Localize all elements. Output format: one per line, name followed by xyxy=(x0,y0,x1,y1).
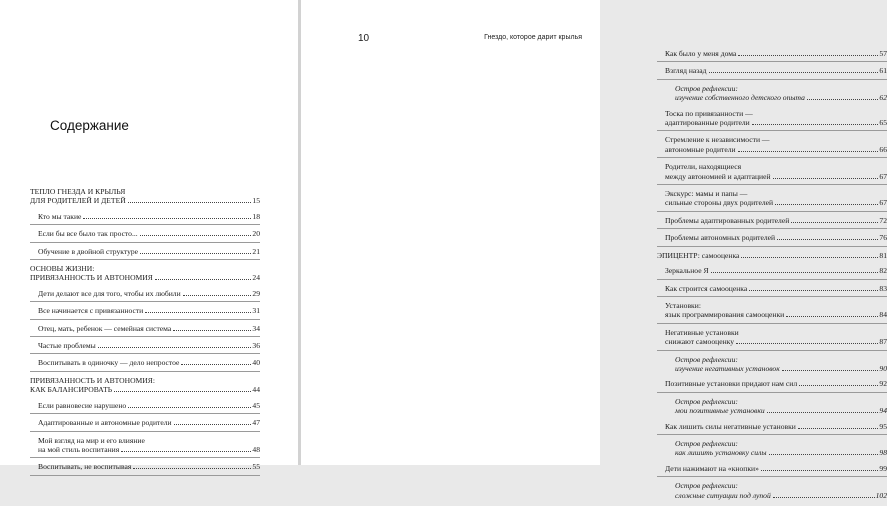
toc-entry-title: Дети делают все для того, чтобы их любили xyxy=(38,288,181,298)
toc-entry xyxy=(30,264,260,283)
toc-page-number: 102 xyxy=(875,490,887,500)
toc-entry-title: Если равновесие нарушено xyxy=(38,400,127,410)
toc-entry xyxy=(30,436,260,459)
toc-entry-title-line: Мой взгляд на мир и его влияние xyxy=(38,435,145,445)
toc-entry-line xyxy=(38,289,260,298)
toc-entry-title-line: Установки: xyxy=(665,300,701,310)
running-head: Гнездо, которое дарит крылья xyxy=(484,34,582,41)
dot-leader xyxy=(741,257,878,258)
toc-entry-title-line: Остров рефлексии: xyxy=(675,83,738,93)
page-number: 10 xyxy=(358,33,370,44)
toc-entry-line xyxy=(665,66,887,75)
toc-entry-title: Проблемы адаптированных родителей xyxy=(665,215,790,225)
toc-entry-title: ЭПИЦЕНТР: самооценка xyxy=(657,250,740,260)
dot-leader xyxy=(181,364,251,365)
toc-page-number: 92 xyxy=(879,379,887,389)
dot-leader xyxy=(767,412,879,413)
left-toc xyxy=(30,183,260,480)
dot-leader xyxy=(738,55,878,56)
toc-entry-title-line: Остров рефлексии: xyxy=(675,481,738,491)
dot-leader xyxy=(736,343,878,344)
right-toc xyxy=(657,49,887,506)
toc-entry-line xyxy=(665,337,887,346)
toc-page-number: 76 xyxy=(879,233,887,243)
dot-leader xyxy=(183,295,252,296)
dot-leader xyxy=(140,253,251,254)
toc-title: Содержание xyxy=(50,118,129,133)
toc-page-number: 66 xyxy=(879,144,887,154)
left-page xyxy=(0,0,298,472)
toc-entry xyxy=(657,301,887,324)
toc-entry-line xyxy=(30,196,260,205)
toc-entry-title-line: Негативные установки xyxy=(665,327,739,337)
toc-entry-line xyxy=(38,418,260,427)
toc-page-number: 81 xyxy=(879,250,887,260)
toc-entry xyxy=(657,189,887,212)
toc-entry-line xyxy=(38,401,260,410)
toc-entry xyxy=(657,422,887,435)
toc-entry-title: Позитивные установки придают нам сил xyxy=(665,379,798,389)
dot-leader xyxy=(777,239,878,240)
toc-page-number: 15 xyxy=(252,196,260,206)
toc-entry-title: Воспитывать в одиночку — дело непростое xyxy=(38,358,180,368)
toc-entry-line xyxy=(675,448,887,457)
toc-entry-line xyxy=(38,445,260,454)
toc-entry-line xyxy=(675,364,887,373)
toc-entry-line xyxy=(665,216,887,225)
toc-entry-title: между автономией и адаптацией xyxy=(665,171,771,181)
toc-entry-title: сильные стороны двух родителей xyxy=(665,198,774,208)
toc-page-number: 62 xyxy=(879,93,887,103)
right-page xyxy=(301,0,887,500)
toc-entry-line xyxy=(665,233,887,242)
dot-leader xyxy=(145,312,251,313)
toc-entry xyxy=(30,376,260,395)
toc-page-number: 72 xyxy=(879,215,887,225)
dot-leader xyxy=(155,279,252,280)
toc-entry-title: Проблемы автономных родителей xyxy=(665,233,776,243)
toc-entry-line xyxy=(665,266,887,275)
toc-page-number: 44 xyxy=(252,385,260,395)
toc-entry-title: Отец, мать, ребенок — семейная система xyxy=(38,323,172,333)
toc-entry-line xyxy=(665,172,887,181)
toc-entry-line xyxy=(665,284,887,293)
toc-entry xyxy=(657,439,887,458)
toc-entry-line xyxy=(675,93,887,102)
toc-page-number: 67 xyxy=(879,198,887,208)
toc-entry-line xyxy=(665,422,887,431)
toc-page-number: 18 xyxy=(252,211,260,221)
toc-entry-title: адаптированные родители xyxy=(665,118,750,128)
toc-entry-title: Как строится самооценка xyxy=(665,283,748,293)
toc-entry-line xyxy=(665,464,887,473)
toc-entry-line xyxy=(675,491,887,500)
toc-entry-title-line: ТЕПЛО ГНЕЗДА И КРЫЛЬЯ xyxy=(30,187,126,196)
toc-entry xyxy=(657,162,887,185)
toc-page-number: 82 xyxy=(879,266,887,276)
toc-entry-title: Если бы все было так просто... xyxy=(38,229,138,239)
toc-entry xyxy=(30,418,260,431)
toc-entry xyxy=(657,464,887,477)
dot-leader xyxy=(121,451,251,452)
toc-entry xyxy=(657,109,887,132)
toc-entry-line xyxy=(38,341,260,350)
dot-leader xyxy=(786,316,878,317)
dot-leader xyxy=(83,218,251,219)
dot-leader xyxy=(174,424,252,425)
dot-leader xyxy=(791,222,878,223)
toc-entry-title: Частые проблемы xyxy=(38,341,96,351)
toc-entry xyxy=(30,229,260,242)
toc-page-number: 57 xyxy=(879,49,887,58)
toc-entry-title: ДЛЯ РОДИТЕЛЕЙ И ДЕТЕЙ xyxy=(30,196,126,206)
toc-page-number: 21 xyxy=(252,246,260,256)
toc-entry xyxy=(30,289,260,302)
toc-entry xyxy=(30,341,260,354)
toc-entry-title-line: Остров рефлексии: xyxy=(675,438,738,448)
toc-page-number: 55 xyxy=(252,462,260,472)
dot-leader xyxy=(140,235,252,236)
toc-entry-line xyxy=(38,247,260,256)
toc-page-number: 29 xyxy=(252,288,260,298)
toc-entry-line xyxy=(675,406,887,415)
toc-page-number: 83 xyxy=(879,283,887,293)
toc-entry xyxy=(657,397,887,416)
toc-entry xyxy=(657,135,887,158)
toc-entry-title: изучение негативных установок xyxy=(675,363,780,373)
toc-page-number: 47 xyxy=(252,418,260,428)
toc-page-number: 45 xyxy=(252,400,260,410)
toc-entry xyxy=(657,66,887,79)
toc-page-number: 48 xyxy=(252,444,260,454)
toc-entry-title: Обучение в двойной структуре xyxy=(38,246,139,256)
toc-entry-line xyxy=(38,306,260,315)
dot-leader xyxy=(761,470,879,471)
toc-page-number: 98 xyxy=(879,448,887,458)
toc-entry-title: сложные ситуации под лупой xyxy=(675,490,771,500)
toc-entry-title: Взгляд назад xyxy=(665,66,707,76)
dot-leader xyxy=(798,428,879,429)
toc-entry xyxy=(30,401,260,414)
dot-leader xyxy=(133,468,251,469)
toc-page-number: 84 xyxy=(879,310,887,320)
toc-entry-line xyxy=(30,273,260,282)
toc-entry-title: Как было у меня дома xyxy=(665,49,737,58)
toc-entry-title: Все начинается с привязанности xyxy=(38,306,144,316)
toc-page-number: 87 xyxy=(879,337,887,347)
toc-entry xyxy=(657,284,887,297)
toc-entry-line xyxy=(665,145,887,154)
toc-entry xyxy=(657,328,887,351)
toc-entry-line xyxy=(665,310,887,319)
toc-entry xyxy=(657,233,887,246)
toc-entry-title-line: Остров рефлексии: xyxy=(675,396,738,406)
toc-entry-title-line: Тоска по привязанности — xyxy=(665,108,753,118)
toc-entry-title-line: Стремление к независимости — xyxy=(665,135,770,145)
toc-entry xyxy=(30,187,260,206)
toc-page-number: 94 xyxy=(879,406,887,416)
dot-leader xyxy=(114,391,251,392)
toc-entry xyxy=(30,358,260,371)
toc-entry xyxy=(657,266,887,279)
dot-leader xyxy=(749,290,878,291)
toc-page-number: 31 xyxy=(252,306,260,316)
toc-entry-line xyxy=(665,198,887,207)
dot-leader xyxy=(128,407,251,408)
toc-entry-line xyxy=(38,212,260,221)
toc-entry xyxy=(30,306,260,319)
toc-entry-line xyxy=(30,385,260,394)
toc-page-number: 20 xyxy=(252,229,260,239)
toc-entry xyxy=(657,49,887,62)
toc-entry-title: снижают самооценку xyxy=(665,337,735,347)
toc-entry-title: Как лишить силы негативные установки xyxy=(665,421,796,431)
toc-entry-line xyxy=(657,251,887,260)
toc-entry-title: ПРИВЯЗАННОСТЬ И АВТОНОМИЯ xyxy=(30,273,153,283)
toc-page-number: 40 xyxy=(252,358,260,368)
toc-page-number: 61 xyxy=(879,66,887,76)
toc-entry-line xyxy=(38,324,260,333)
toc-entry-title: язык программирования самооценки xyxy=(665,310,785,320)
toc-entry xyxy=(657,481,887,500)
toc-entry xyxy=(657,379,887,392)
toc-entry xyxy=(30,212,260,225)
dot-leader xyxy=(807,99,879,100)
toc-entry-title: КАК БАЛАНСИРОВАТЬ xyxy=(30,385,113,395)
dot-leader xyxy=(773,497,875,498)
toc-entry-title: мои позитивные установки xyxy=(675,406,765,416)
toc-entry-title: изучение собственного детского опыта xyxy=(675,93,805,103)
toc-page-number: 24 xyxy=(252,273,260,283)
toc-entry-title: как лишить установку силы xyxy=(675,448,767,458)
toc-entry-line xyxy=(38,462,260,471)
toc-entry-title-line: Остров рефлексии: xyxy=(675,354,738,364)
toc-entry-title: автономные родители xyxy=(665,144,736,154)
dot-leader xyxy=(173,330,251,331)
toc-entry xyxy=(30,247,260,260)
toc-page-number: 99 xyxy=(879,463,887,473)
toc-page-number: 65 xyxy=(879,118,887,128)
dot-leader xyxy=(98,347,252,348)
toc-entry-title: Дети нажимают на «кнопки» xyxy=(665,463,759,473)
toc-entry-title-line: Экскурс: мамы и папы — xyxy=(665,189,748,199)
dot-leader xyxy=(128,202,252,203)
toc-entry-line xyxy=(665,49,887,58)
toc-entry xyxy=(30,462,260,475)
dot-leader xyxy=(773,178,879,179)
toc-entry xyxy=(657,216,887,229)
toc-entry-title: Воспитывать, не воспитывая xyxy=(38,462,132,472)
dot-leader xyxy=(711,272,879,273)
toc-page-number: 34 xyxy=(252,323,260,333)
toc-page-number: 90 xyxy=(879,363,887,373)
toc-page-number: 95 xyxy=(879,421,887,431)
toc-entry xyxy=(30,324,260,337)
toc-entry-line xyxy=(38,358,260,367)
toc-entry-title: Зеркальное Я xyxy=(665,266,709,276)
toc-entry-title-line: ОСНОВЫ ЖИЗНИ: xyxy=(30,264,95,274)
dot-leader xyxy=(775,204,878,205)
toc-entry-title-line: Родители, находящиеся xyxy=(665,162,742,172)
toc-entry-title: на мой стиль воспитания xyxy=(38,444,120,454)
toc-entry xyxy=(657,84,887,103)
toc-page-number: 36 xyxy=(252,341,260,351)
dot-leader xyxy=(752,124,879,125)
toc-entry xyxy=(657,355,887,374)
toc-entry xyxy=(657,251,887,260)
dot-leader xyxy=(769,454,879,455)
toc-entry-title: Кто мы такие xyxy=(38,211,82,221)
toc-page-number: 67 xyxy=(879,171,887,181)
dot-leader xyxy=(799,385,878,386)
dot-leader xyxy=(709,72,879,73)
dot-leader xyxy=(782,370,879,371)
dot-leader xyxy=(738,151,879,152)
toc-entry-title: Адаптированные и автономные родители xyxy=(38,418,172,428)
toc-entry-line xyxy=(665,379,887,388)
toc-entry-title-line: ПРИВЯЗАННОСТЬ И АВТОНОМИЯ: xyxy=(30,375,155,385)
toc-entry-line xyxy=(38,229,260,238)
toc-entry-line xyxy=(665,118,887,127)
